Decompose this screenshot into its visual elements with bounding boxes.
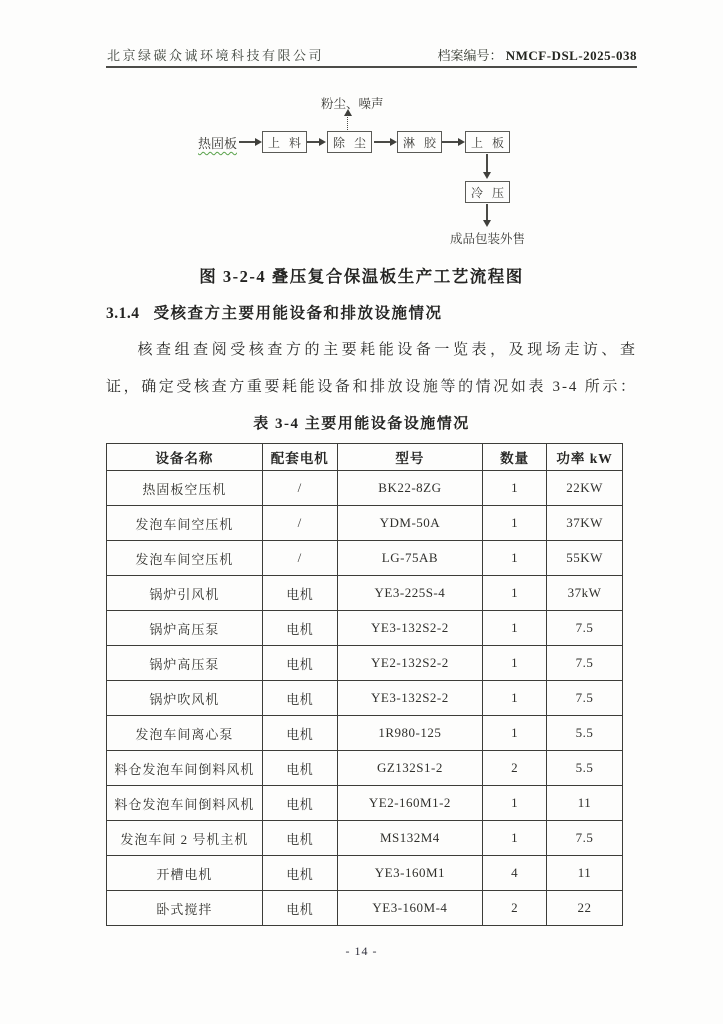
emission-label: 粉尘、噪声	[321, 97, 384, 111]
flow-box-loading: 上 料	[262, 131, 307, 153]
flow-line	[442, 141, 458, 143]
table-cell: YE3-132S2-2	[337, 681, 483, 716]
arrow-right-icon	[255, 138, 262, 146]
table-cell: 发泡车间空压机	[107, 506, 263, 541]
table-cell: 电机	[262, 856, 337, 891]
table-cell: 锅炉高压泵	[107, 646, 263, 681]
table-cell: /	[262, 541, 337, 576]
dotted-connector	[347, 115, 348, 132]
table-cell: 2	[483, 751, 547, 786]
process-flow-diagram	[0, 0, 723, 260]
table-cell: 电机	[262, 646, 337, 681]
table-cell: 7.5	[547, 611, 623, 646]
table-cell: 1	[483, 716, 547, 751]
col-header-power: 功率 kW	[547, 444, 623, 471]
col-header-quantity: 数量	[483, 444, 547, 471]
table-cell: 锅炉吹风机	[107, 681, 263, 716]
table-header-row	[107, 444, 623, 471]
table-cell: 1	[483, 576, 547, 611]
table-cell: 7.5	[547, 821, 623, 856]
table-cell: LG-75AB	[337, 541, 483, 576]
table-cell: 7.5	[547, 681, 623, 716]
table-cell: 5.5	[547, 716, 623, 751]
table-cell: /	[262, 471, 337, 506]
table-cell: 1R980-125	[337, 716, 483, 751]
table-cell: MS132M4	[337, 821, 483, 856]
table-cell: 发泡车间 2 号机主机	[107, 821, 263, 856]
table-cell: YE2-132S2-2	[337, 646, 483, 681]
page-number: - 14 -	[345, 944, 378, 958]
table-cell: 37KW	[547, 506, 623, 541]
equipment-table	[106, 443, 623, 926]
table-row	[107, 506, 623, 541]
arrow-right-icon	[390, 138, 397, 146]
table-row	[107, 856, 623, 891]
paragraph-line: 核查组查阅受核查方的主要耗能设备一览表，及现场走访、查	[137, 342, 637, 358]
flow-line	[486, 204, 488, 220]
table-cell: 热固板空压机	[107, 471, 263, 506]
table-cell: 1	[483, 681, 547, 716]
flow-line	[239, 141, 255, 143]
table-row	[107, 681, 623, 716]
table-row	[107, 471, 623, 506]
flow-output-label: 成品包装外售	[450, 232, 526, 246]
table-cell: YE3-225S-4	[337, 576, 483, 611]
col-header-motor: 配套电机	[262, 444, 337, 471]
flow-box-gluing: 淋 胶	[397, 131, 442, 153]
table-cell: YE2-160M1-2	[337, 786, 483, 821]
table-cell: 55KW	[547, 541, 623, 576]
table-cell: 1	[483, 506, 547, 541]
table-cell: 1	[483, 646, 547, 681]
flow-input-label: 热固板	[198, 136, 238, 151]
table-cell: 锅炉引风机	[107, 576, 263, 611]
table-row	[107, 576, 623, 611]
flow-box-cold-press: 冷 压	[465, 181, 510, 203]
section-number: 3.1.4	[106, 305, 140, 322]
table-row	[107, 891, 623, 926]
arrow-right-icon	[319, 138, 326, 146]
table-cell: 电机	[262, 751, 337, 786]
table-cell: YDM-50A	[337, 506, 483, 541]
table-cell: 料仓发泡车间倒料风机	[107, 751, 263, 786]
body-paragraph	[106, 332, 637, 406]
paragraph-line: 证，确定受核查方重要耗能设备和排放设施等的情况如表 3-4 所示：	[106, 379, 637, 395]
section-title: 受核查方主要用能设备和排放设施情况	[153, 305, 443, 322]
table-cell: 电机	[262, 681, 337, 716]
table-cell: 电机	[262, 576, 337, 611]
table-cell: /	[262, 506, 337, 541]
doc-number-value: NMCF-DSL-2025-038	[505, 48, 637, 63]
equipment-table-body	[107, 471, 623, 926]
company-name: 北京绿碳众诚环境科技有限公司	[107, 48, 325, 63]
flow-line	[486, 154, 488, 172]
table-row	[107, 716, 623, 751]
table-cell: 1	[483, 821, 547, 856]
table-cell: 电机	[262, 786, 337, 821]
table-cell: YE3-160M-4	[337, 891, 483, 926]
col-header-device-name: 设备名称	[107, 444, 263, 471]
table-cell: 22KW	[547, 471, 623, 506]
table-cell: BK22-8ZG	[337, 471, 483, 506]
table-cell: GZ132S1-2	[337, 751, 483, 786]
table-row	[107, 541, 623, 576]
flow-box-boarding: 上 板	[465, 131, 510, 153]
table-cell: YE3-160M1	[337, 856, 483, 891]
flow-line	[307, 141, 319, 143]
table-cell: 1	[483, 471, 547, 506]
doc-number-label: 档案编号：	[437, 48, 503, 63]
section-heading	[106, 301, 646, 323]
table-cell: 1	[483, 786, 547, 821]
table-row	[107, 751, 623, 786]
arrow-down-icon	[483, 172, 491, 179]
flow-box-dedusting: 除 尘	[327, 131, 372, 153]
table-cell: 开槽电机	[107, 856, 263, 891]
table-cell: 料仓发泡车间倒料风机	[107, 786, 263, 821]
table-title: 表 3-4 主要用能设备设施情况	[253, 416, 470, 432]
table-cell: 电机	[262, 611, 337, 646]
table-cell: 锅炉高压泵	[107, 611, 263, 646]
table-cell: 22	[547, 891, 623, 926]
table-cell: 11	[547, 786, 623, 821]
table-cell: 2	[483, 891, 547, 926]
table-cell: 卧式搅拌	[107, 891, 263, 926]
table-cell: 4	[483, 856, 547, 891]
table-cell: 电机	[262, 891, 337, 926]
arrow-up-icon	[344, 109, 352, 116]
table-row	[107, 646, 623, 681]
figure-caption: 图 3-2-4 叠压复合保温板生产工艺流程图	[199, 267, 524, 286]
table-cell: 发泡车间离心泵	[107, 716, 263, 751]
arrow-right-icon	[458, 138, 465, 146]
table-cell: 11	[547, 856, 623, 891]
table-cell: 电机	[262, 716, 337, 751]
table-cell: YE3-132S2-2	[337, 611, 483, 646]
table-cell: 1	[483, 611, 547, 646]
table-cell: 7.5	[547, 646, 623, 681]
table-row	[107, 786, 623, 821]
arrow-down-icon	[483, 220, 491, 227]
col-header-model: 型号	[337, 444, 483, 471]
table-cell: 5.5	[547, 751, 623, 786]
table-cell: 电机	[262, 821, 337, 856]
table-row	[107, 821, 623, 856]
table-cell: 37kW	[547, 576, 623, 611]
table-cell: 发泡车间空压机	[107, 541, 263, 576]
table-row	[107, 611, 623, 646]
table-cell: 1	[483, 541, 547, 576]
flow-line	[374, 141, 390, 143]
